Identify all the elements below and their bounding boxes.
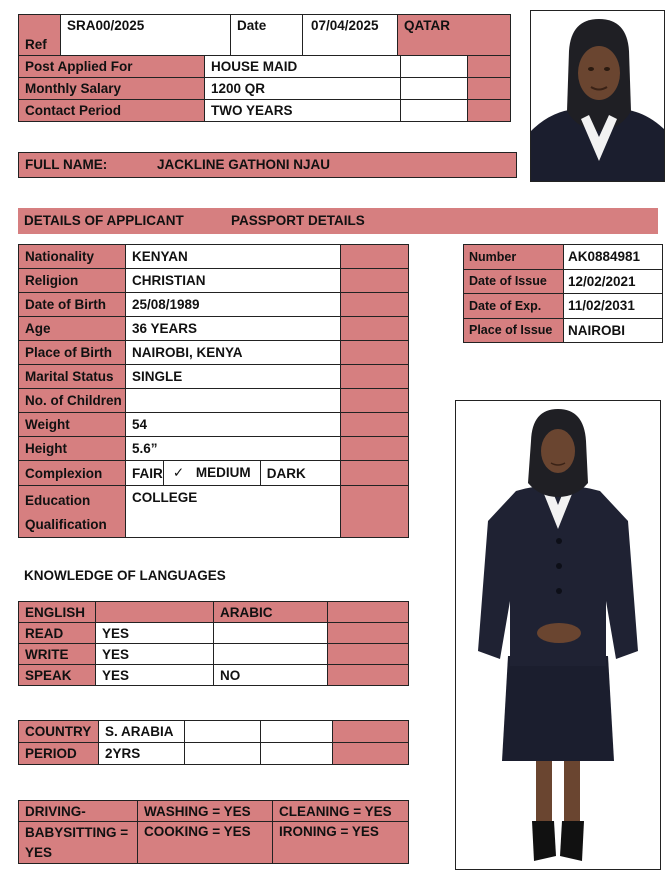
passport-field-label: Place of Issue [464,318,564,343]
blank-cell [401,100,468,122]
blank-cell [341,461,409,486]
language-row [19,665,409,686]
section-title-passport: PASSPORT DETAILS [231,213,365,228]
complexion-options [126,461,341,486]
blank-cell [333,743,409,765]
applicant-field-label: Marital Status [19,365,126,389]
ref-number: SRA00/2025 [61,15,231,56]
blank-cell [341,389,409,413]
passport-row [464,318,663,343]
salary-label: Monthly Salary [19,78,205,100]
applicant-row [19,365,409,389]
applicant-row [19,245,409,269]
full-name-value: JACKLINE GATHONI NJAU [157,157,331,172]
skill-cooking: COOKING = YES [138,822,273,864]
language-row [19,623,409,644]
applicant-field-value: 54 [126,413,341,437]
passport-field-label: Date of Issue [464,269,564,294]
skills-table [18,800,409,864]
applicant-row [19,341,409,365]
applicant-row [19,269,409,293]
passport-field-label: Number [464,245,564,270]
applicant-row [19,437,409,461]
country-label: COUNTRY [19,721,99,743]
applicant-field-label: Height [19,437,126,461]
experience-table [18,720,409,765]
blank-cell [261,743,333,765]
full-name-label: FULL NAME: [25,157,108,172]
education-label [19,486,126,538]
applicant-field-value: NAIROBI, KENYA [126,341,341,365]
applicant-field-label: Nationality [19,245,126,269]
language-skill-label: SPEAK [19,665,96,686]
skill-washing: WASHING = YES [138,801,273,822]
applicant-field-label: Age [19,317,126,341]
country-value: QATAR [398,15,511,56]
applicant-field-value [126,389,341,413]
applicant-field-value: 5.6” [126,437,341,461]
applicant-field-label: No. of Children [19,389,126,413]
language-arabic-value [214,644,328,665]
blank-cell [328,623,409,644]
period-label: PERIOD [19,743,99,765]
skill-driving: DRIVING- [19,801,138,822]
skill-babysitting-line2: YES [25,845,53,860]
language-arabic-value: NO [214,665,328,686]
section-bar [18,208,658,234]
check-icon: ✓ [172,465,185,480]
applicant-row [19,317,409,341]
blank-cell [185,743,261,765]
blank-cell [185,721,261,743]
blank-cell [401,78,468,100]
complexion-dark: DARK [260,461,340,485]
salary-value: 1200 QR [205,78,401,100]
blank-cell [468,56,511,78]
applicant-field-value: 36 YEARS [126,317,341,341]
applicant-row [19,389,409,413]
job-table [18,55,511,122]
contract-label: Contact Period [19,100,205,122]
passport-row [464,294,663,319]
language-skill-label: READ [19,623,96,644]
skill-ironing: IRONING = YES [273,822,409,864]
applicant-field-value: 25/08/1989 [126,293,341,317]
complexion-medium [163,461,260,485]
blank-cell [341,245,409,269]
passport-table [463,244,663,343]
language-english-value: YES [96,623,214,644]
applicant-field-value: CHRISTIAN [126,269,341,293]
applicant-field-value: SINGLE [126,365,341,389]
passport-field-label: Date of Exp. [464,294,564,319]
blank-cell [328,665,409,686]
passport-row [464,269,663,294]
applicant-field-label: Weight [19,413,126,437]
complexion-options-row [126,461,340,485]
full-name-bar [18,152,517,178]
language-arabic-value [214,623,328,644]
blank-cell [328,602,409,623]
applicant-field-label: Religion [19,269,126,293]
blank-cell [341,486,409,538]
passport-field-value: NAIROBI [564,318,663,343]
blank-cell [341,341,409,365]
languages-table [18,601,409,686]
passport-field-value: AK0884981 [564,245,663,270]
blank-cell [341,269,409,293]
date-value: 07/04/2025 [303,15,398,56]
education-value: COLLEGE [126,486,341,538]
blank-cell [341,413,409,437]
blank-cell [333,721,409,743]
applicant-field-label: Date of Birth [19,293,126,317]
period-value: 2YRS [99,743,185,765]
complexion-fair: FAIR [126,461,163,485]
complexion-label: Complexion [19,461,126,486]
education-label-line1: Education [25,493,91,508]
blank-cell [401,56,468,78]
language-row [19,644,409,665]
ref-table [18,14,511,56]
date-label: Date [231,15,303,56]
post-value: HOUSE MAID [205,56,401,78]
language-english-value: YES [96,665,214,686]
complexion-medium-label: MEDIUM [195,465,251,480]
passport-field-value: 11/02/2031 [564,294,663,319]
applicant-row [19,413,409,437]
applicant-field-value: KENYAN [126,245,341,269]
skill-babysitting [19,822,138,864]
country-value: S. ARABIA [99,721,185,743]
blank-cell [261,721,333,743]
passport-field-value: 12/02/2021 [564,269,663,294]
skill-cleaning: CLEANING = YES [273,801,409,822]
blank-cell [341,317,409,341]
applicant-full-body-photo [455,400,661,870]
blank-cell [341,365,409,389]
section-title-applicant: DETAILS OF APPLICANT [24,213,184,228]
languages-arabic-header: ARABIC [214,602,328,623]
skill-babysitting-line1: BABYSITTING = [25,825,129,840]
ref-label: Ref [19,15,61,56]
blank-cell [328,644,409,665]
languages-english-header: ENGLISH [19,602,96,623]
blank-cell [96,602,214,623]
blank-cell [468,78,511,100]
education-label-line2: Qualification [25,517,107,532]
applicant-field-label: Place of Birth [19,341,126,365]
blank-cell [341,437,409,461]
post-label: Post Applied For [19,56,205,78]
blank-cell [468,100,511,122]
languages-title: KNOWLEDGE OF LANGUAGES [24,568,226,583]
contract-value: TWO YEARS [205,100,401,122]
language-english-value: YES [96,644,214,665]
blank-cell [341,293,409,317]
applicant-details-table [18,244,409,538]
applicant-row [19,293,409,317]
language-skill-label: WRITE [19,644,96,665]
applicant-portrait-photo [530,10,665,182]
passport-row [464,245,663,270]
